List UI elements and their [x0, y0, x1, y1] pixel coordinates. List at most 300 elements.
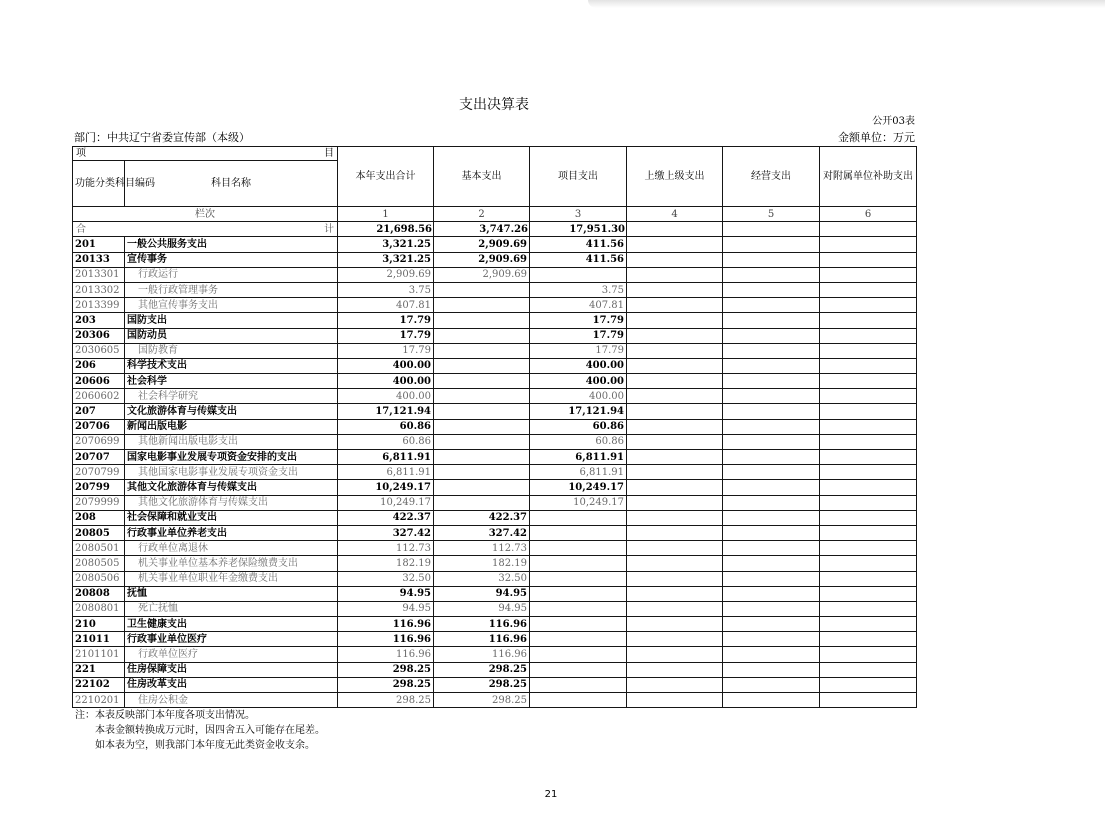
- cell-total-expense: 400.00: [338, 374, 434, 389]
- row-code: 2013302: [73, 282, 125, 297]
- cell-total-expense: 182.19: [338, 556, 434, 571]
- row-name: 行政事业单位医疗: [125, 632, 338, 647]
- cell-basic-expense: 116.96: [434, 632, 530, 647]
- row-name: 其他文化旅游体育与传媒支出: [125, 495, 338, 510]
- row-name: 机关事业单位职业年金缴费支出: [125, 571, 338, 586]
- cell-total-expense: 116.96: [338, 647, 434, 662]
- table-row: [73, 662, 917, 677]
- cell-project-expense: 400.00: [530, 358, 627, 373]
- row-name: 卫生健康支出: [125, 617, 338, 632]
- cell-subsidy-affiliated: [820, 480, 917, 495]
- note-line: 如本表为空，则我部门本年度无此类资金收支余。: [95, 740, 315, 751]
- cell-project-expense: [530, 662, 627, 677]
- table-row: [73, 389, 917, 404]
- cell-subsidy-affiliated: [820, 525, 917, 540]
- cell-total-expense: 60.86: [338, 434, 434, 449]
- cell-remit-superior: [627, 328, 723, 343]
- cell-business-expense: [723, 343, 820, 358]
- cell-remit-superior: [627, 252, 723, 267]
- row-name: 其他国家电影事业发展专项资金支出: [125, 465, 338, 480]
- col-header-basic-expense: 基本支出: [434, 147, 530, 207]
- row-name: 机关事业单位基本养老保险缴费支出: [125, 556, 338, 571]
- row-name: 行政单位医疗: [125, 647, 338, 662]
- cell-project-expense: 10,249.17: [530, 480, 627, 495]
- row-name: 抚恤: [125, 586, 338, 601]
- row-code: 2013301: [73, 267, 125, 282]
- notes: [75, 708, 325, 753]
- table-row: [73, 237, 917, 252]
- cell-business-expense: [723, 677, 820, 692]
- cell-basic-expense: 116.96: [434, 647, 530, 662]
- cell-total-expense: 298.25: [338, 693, 434, 708]
- cell-business-expense: [723, 313, 820, 328]
- row-name: 一般公共服务支出: [125, 237, 338, 252]
- table-row: [73, 282, 917, 297]
- cell-remit-superior: [627, 237, 723, 252]
- cell-project-expense: 10,249.17: [530, 495, 627, 510]
- row-name: 国防支出: [125, 313, 338, 328]
- cell-total-expense: 6,811.91: [338, 450, 434, 465]
- cell-business-expense: [723, 237, 820, 252]
- cell-remit-superior: [627, 693, 723, 708]
- cell-remit-superior: [627, 510, 723, 525]
- cell-basic-expense: 298.25: [434, 677, 530, 692]
- table-row: [73, 525, 917, 540]
- cell-project-expense: 411.56: [530, 237, 627, 252]
- cell-basic-expense: 94.95: [434, 586, 530, 601]
- column-index-row: [73, 207, 917, 222]
- row-code: 20606: [73, 374, 125, 389]
- cell-business-expense: [723, 510, 820, 525]
- table-body: [73, 237, 917, 708]
- cell-remit-superior: [627, 298, 723, 313]
- col-header-business-expense: 经营支出: [723, 147, 820, 207]
- table-row: [73, 313, 917, 328]
- row-code: 2101101: [73, 647, 125, 662]
- table-row: [73, 465, 917, 480]
- header-row-item: [73, 147, 917, 161]
- cell-project-expense: 17,121.94: [530, 404, 627, 419]
- cell-total-expense: 17.79: [338, 328, 434, 343]
- cell-basic-expense: [434, 374, 530, 389]
- cell-subsidy-affiliated: [820, 434, 917, 449]
- cell-remit-superior: [627, 556, 723, 571]
- cell-basic-expense: 2,909.69: [434, 252, 530, 267]
- cell-project-expense: [530, 693, 627, 708]
- cell-project-expense: 411.56: [530, 252, 627, 267]
- cell-business-expense: [723, 374, 820, 389]
- table-row: [73, 419, 917, 434]
- row-name: 死亡抚恤: [125, 601, 338, 616]
- amount-unit-label: 金额单位：万元: [838, 131, 915, 144]
- cell-basic-expense: [434, 343, 530, 358]
- cell-total-expense: 94.95: [338, 601, 434, 616]
- cell-project-expense: [530, 556, 627, 571]
- cell-business-expense: [723, 267, 820, 282]
- cell-subsidy-affiliated: [820, 571, 917, 586]
- table-row: [73, 298, 917, 313]
- cell-subsidy-affiliated: [820, 617, 917, 632]
- cell-total-expense: 2,909.69: [338, 267, 434, 282]
- header-item-cell: [73, 147, 338, 161]
- table-row: [73, 541, 917, 556]
- cell-business-expense: [723, 434, 820, 449]
- row-code: 2080505: [73, 556, 125, 571]
- cell-business-expense: [723, 693, 820, 708]
- cell-business-expense: [723, 571, 820, 586]
- cell-business-expense: [723, 358, 820, 373]
- column-index-1: 1: [338, 207, 434, 222]
- cell-total-expense: 400.00: [338, 358, 434, 373]
- column-index-5: 5: [723, 207, 820, 222]
- table-row: [73, 617, 917, 632]
- row-code: 20805: [73, 525, 125, 540]
- cell-basic-expense: [434, 419, 530, 434]
- table-number: 公开03表: [872, 116, 915, 127]
- table-row: [73, 632, 917, 647]
- row-code: 201: [73, 237, 125, 252]
- row-name: 社会保障和就业支出: [125, 510, 338, 525]
- cell-subsidy-affiliated: [820, 389, 917, 404]
- column-index-label: 栏次: [73, 207, 338, 222]
- cell-business-expense: [723, 298, 820, 313]
- cell-basic-expense: 2,909.69: [434, 237, 530, 252]
- cell-remit-superior: [627, 404, 723, 419]
- row-code: 203: [73, 313, 125, 328]
- cell-basic-expense: [434, 298, 530, 313]
- cell-remit-superior: [627, 450, 723, 465]
- header-xiang: 项: [76, 148, 86, 159]
- cell-basic-expense: [434, 450, 530, 465]
- cell-total-expense: 17.79: [338, 343, 434, 358]
- column-index-4: 4: [627, 207, 723, 222]
- cell-subsidy-affiliated: [820, 374, 917, 389]
- cell-basic-expense: 298.25: [434, 662, 530, 677]
- cell-basic-expense: 94.95: [434, 601, 530, 616]
- cell-subsidy-affiliated: [820, 495, 917, 510]
- row-name: 国防教育: [125, 343, 338, 358]
- total-remit-superior: [627, 222, 723, 237]
- row-name: 社会科学研究: [125, 389, 338, 404]
- table-row: [73, 404, 917, 419]
- row-code: 2080501: [73, 541, 125, 556]
- cell-remit-superior: [627, 480, 723, 495]
- cell-basic-expense: 2,909.69: [434, 267, 530, 282]
- cell-project-expense: [530, 677, 627, 692]
- note-line: 本表金额转换成万元时，因四舍五入可能存在尾差。: [95, 725, 325, 736]
- cell-total-expense: 10,249.17: [338, 495, 434, 510]
- table-row: [73, 677, 917, 692]
- cell-total-expense: 6,811.91: [338, 465, 434, 480]
- total-he: 合: [76, 223, 86, 235]
- cell-project-expense: [530, 647, 627, 662]
- cell-subsidy-affiliated: [820, 328, 917, 343]
- table-header: [73, 147, 917, 237]
- cell-subsidy-affiliated: [820, 237, 917, 252]
- cell-basic-expense: 422.37: [434, 510, 530, 525]
- cell-basic-expense: [434, 495, 530, 510]
- cell-basic-expense: [434, 434, 530, 449]
- cell-project-expense: [530, 510, 627, 525]
- cell-total-expense: 112.73: [338, 541, 434, 556]
- note-line: 注：本表反映部门本年度各项支出情况。: [75, 710, 255, 721]
- cell-remit-superior: [627, 541, 723, 556]
- cell-remit-superior: [627, 571, 723, 586]
- table-row: [73, 328, 917, 343]
- col-header-subsidy-affiliated: 对附属单位补助支出: [820, 147, 917, 207]
- row-code: 206: [73, 358, 125, 373]
- cell-subsidy-affiliated: [820, 647, 917, 662]
- row-name: 行政单位离退休: [125, 541, 338, 556]
- cell-project-expense: [530, 541, 627, 556]
- top-shadow: [588, 0, 1105, 8]
- cell-project-expense: 3.75: [530, 282, 627, 297]
- cell-project-expense: 17.79: [530, 313, 627, 328]
- cell-basic-expense: 112.73: [434, 541, 530, 556]
- cell-remit-superior: [627, 389, 723, 404]
- table-row: [73, 693, 917, 708]
- cell-business-expense: [723, 419, 820, 434]
- cell-remit-superior: [627, 632, 723, 647]
- cell-total-expense: 10,249.17: [338, 480, 434, 495]
- cell-basic-expense: 182.19: [434, 556, 530, 571]
- row-name: 文化旅游体育与传媒支出: [125, 404, 338, 419]
- cell-total-expense: 3,321.25: [338, 237, 434, 252]
- row-code: 2210201: [73, 693, 125, 708]
- row-name: 其他文化旅游体育与传媒支出: [125, 480, 338, 495]
- row-code: 2070799: [73, 465, 125, 480]
- table-row: [73, 495, 917, 510]
- cell-remit-superior: [627, 374, 723, 389]
- cell-remit-superior: [627, 525, 723, 540]
- cell-subsidy-affiliated: [820, 556, 917, 571]
- total-business-expense: [723, 222, 820, 237]
- cell-business-expense: [723, 282, 820, 297]
- column-index-2: 2: [434, 207, 530, 222]
- row-name: 其他新闻出版电影支出: [125, 434, 338, 449]
- cell-remit-superior: [627, 495, 723, 510]
- cell-subsidy-affiliated: [820, 313, 917, 328]
- cell-subsidy-affiliated: [820, 632, 917, 647]
- cell-business-expense: [723, 389, 820, 404]
- cell-project-expense: [530, 601, 627, 616]
- cell-project-expense: 400.00: [530, 389, 627, 404]
- table-row: [73, 374, 917, 389]
- col-header-total-expense: 本年支出合计: [338, 147, 434, 207]
- cell-remit-superior: [627, 434, 723, 449]
- cell-business-expense: [723, 465, 820, 480]
- page-title: 支出决算表: [459, 97, 529, 113]
- cell-subsidy-affiliated: [820, 282, 917, 297]
- cell-business-expense: [723, 404, 820, 419]
- row-code: 22102: [73, 677, 125, 692]
- cell-total-expense: 94.95: [338, 586, 434, 601]
- cell-subsidy-affiliated: [820, 298, 917, 313]
- row-name: 行政事业单位养老支出: [125, 525, 338, 540]
- row-name: 国防动员: [125, 328, 338, 343]
- row-code: 21011: [73, 632, 125, 647]
- row-name: 住房公积金: [125, 693, 338, 708]
- cell-basic-expense: 298.25: [434, 693, 530, 708]
- cell-subsidy-affiliated: [820, 358, 917, 373]
- cell-basic-expense: [434, 389, 530, 404]
- table-row: [73, 647, 917, 662]
- header-subject-code: 功能分类科目编码: [73, 161, 125, 207]
- cell-project-expense: [530, 525, 627, 540]
- header-mu: 目: [324, 148, 334, 159]
- cell-basic-expense: 32.50: [434, 571, 530, 586]
- table-row: [73, 571, 917, 586]
- cell-project-expense: 400.00: [530, 374, 627, 389]
- row-name: 行政运行: [125, 267, 338, 282]
- cell-subsidy-affiliated: [820, 662, 917, 677]
- expenditure-table: [72, 146, 917, 708]
- cell-project-expense: 17.79: [530, 343, 627, 358]
- table-row: [73, 358, 917, 373]
- cell-remit-superior: [627, 313, 723, 328]
- department-label: 部门：中共辽宁省委宣传部（本级）: [74, 131, 250, 144]
- cell-basic-expense: [434, 328, 530, 343]
- cell-project-expense: 6,811.91: [530, 450, 627, 465]
- row-name: 宣传事务: [125, 252, 338, 267]
- row-code: 20707: [73, 450, 125, 465]
- row-code: 2013399: [73, 298, 125, 313]
- row-code: 2060602: [73, 389, 125, 404]
- table-row: [73, 556, 917, 571]
- table-row: [73, 450, 917, 465]
- cell-remit-superior: [627, 647, 723, 662]
- cell-basic-expense: [434, 465, 530, 480]
- cell-total-expense: 17,121.94: [338, 404, 434, 419]
- row-code: 20706: [73, 419, 125, 434]
- cell-subsidy-affiliated: [820, 343, 917, 358]
- cell-business-expense: [723, 617, 820, 632]
- total-subsidy-affiliated: [820, 222, 917, 237]
- cell-basic-expense: [434, 313, 530, 328]
- cell-business-expense: [723, 495, 820, 510]
- cell-business-expense: [723, 252, 820, 267]
- cell-business-expense: [723, 647, 820, 662]
- row-name: 社会科学: [125, 374, 338, 389]
- cell-subsidy-affiliated: [820, 541, 917, 556]
- cell-total-expense: 116.96: [338, 617, 434, 632]
- table-row: [73, 343, 917, 358]
- row-code: 20799: [73, 480, 125, 495]
- table-row: [73, 586, 917, 601]
- row-name: 国家电影事业发展专项资金安排的支出: [125, 450, 338, 465]
- cell-basic-expense: [434, 282, 530, 297]
- cell-business-expense: [723, 328, 820, 343]
- cell-total-expense: 60.86: [338, 419, 434, 434]
- total-ji: 计: [324, 223, 334, 235]
- cell-total-expense: 17.79: [338, 313, 434, 328]
- cell-project-expense: 407.81: [530, 298, 627, 313]
- cell-project-expense: [530, 571, 627, 586]
- cell-remit-superior: [627, 617, 723, 632]
- total-label-cell: [73, 222, 338, 237]
- cell-subsidy-affiliated: [820, 693, 917, 708]
- cell-remit-superior: [627, 677, 723, 692]
- cell-remit-superior: [627, 465, 723, 480]
- row-code: 20306: [73, 328, 125, 343]
- cell-project-expense: 6,811.91: [530, 465, 627, 480]
- column-index-3: 3: [530, 207, 627, 222]
- cell-subsidy-affiliated: [820, 465, 917, 480]
- cell-remit-superior: [627, 601, 723, 616]
- row-code: 2079999: [73, 495, 125, 510]
- cell-basic-expense: [434, 404, 530, 419]
- row-code: 208: [73, 510, 125, 525]
- cell-subsidy-affiliated: [820, 677, 917, 692]
- column-index-6: 6: [820, 207, 917, 222]
- row-code: 20808: [73, 586, 125, 601]
- table-row: [73, 480, 917, 495]
- header-subject-name: 科目名称: [125, 161, 338, 207]
- table-row: [73, 601, 917, 616]
- cell-business-expense: [723, 450, 820, 465]
- cell-project-expense: [530, 632, 627, 647]
- cell-subsidy-affiliated: [820, 510, 917, 525]
- cell-total-expense: 422.37: [338, 510, 434, 525]
- cell-remit-superior: [627, 419, 723, 434]
- cell-remit-superior: [627, 267, 723, 282]
- cell-remit-superior: [627, 282, 723, 297]
- row-code: 210: [73, 617, 125, 632]
- cell-remit-superior: [627, 586, 723, 601]
- cell-business-expense: [723, 662, 820, 677]
- cell-total-expense: 298.25: [338, 677, 434, 692]
- row-code: 2070699: [73, 434, 125, 449]
- row-name: 住房改革支出: [125, 677, 338, 692]
- row-code: 207: [73, 404, 125, 419]
- cell-business-expense: [723, 632, 820, 647]
- page-number: 21: [544, 789, 558, 800]
- table-row: [73, 434, 917, 449]
- total-total-expense: 21,698.56: [338, 222, 434, 237]
- cell-business-expense: [723, 480, 820, 495]
- cell-subsidy-affiliated: [820, 586, 917, 601]
- col-header-remit-superior: 上缴上级支出: [627, 147, 723, 207]
- row-code: 2080506: [73, 571, 125, 586]
- row-name: 其他宣传事务支出: [125, 298, 338, 313]
- col-header-project-expense: 项目支出: [530, 147, 627, 207]
- cell-business-expense: [723, 586, 820, 601]
- cell-remit-superior: [627, 343, 723, 358]
- cell-subsidy-affiliated: [820, 419, 917, 434]
- cell-subsidy-affiliated: [820, 267, 917, 282]
- cell-remit-superior: [627, 662, 723, 677]
- row-name: 住房保障支出: [125, 662, 338, 677]
- cell-total-expense: 407.81: [338, 298, 434, 313]
- cell-total-expense: 298.25: [338, 662, 434, 677]
- cell-total-expense: 327.42: [338, 525, 434, 540]
- row-name: 科学技术支出: [125, 358, 338, 373]
- cell-project-expense: 17.79: [530, 328, 627, 343]
- cell-project-expense: [530, 586, 627, 601]
- cell-project-expense: 60.86: [530, 419, 627, 434]
- row-name: 新闻出版电影: [125, 419, 338, 434]
- row-code: 2080801: [73, 601, 125, 616]
- cell-basic-expense: 116.96: [434, 617, 530, 632]
- row-name: 一般行政管理事务: [125, 282, 338, 297]
- cell-total-expense: 400.00: [338, 389, 434, 404]
- cell-business-expense: [723, 601, 820, 616]
- total-basic-expense: 3,747.26: [434, 222, 530, 237]
- cell-remit-superior: [627, 358, 723, 373]
- cell-basic-expense: [434, 480, 530, 495]
- cell-basic-expense: [434, 358, 530, 373]
- total-project-expense: 17,951.30: [530, 222, 627, 237]
